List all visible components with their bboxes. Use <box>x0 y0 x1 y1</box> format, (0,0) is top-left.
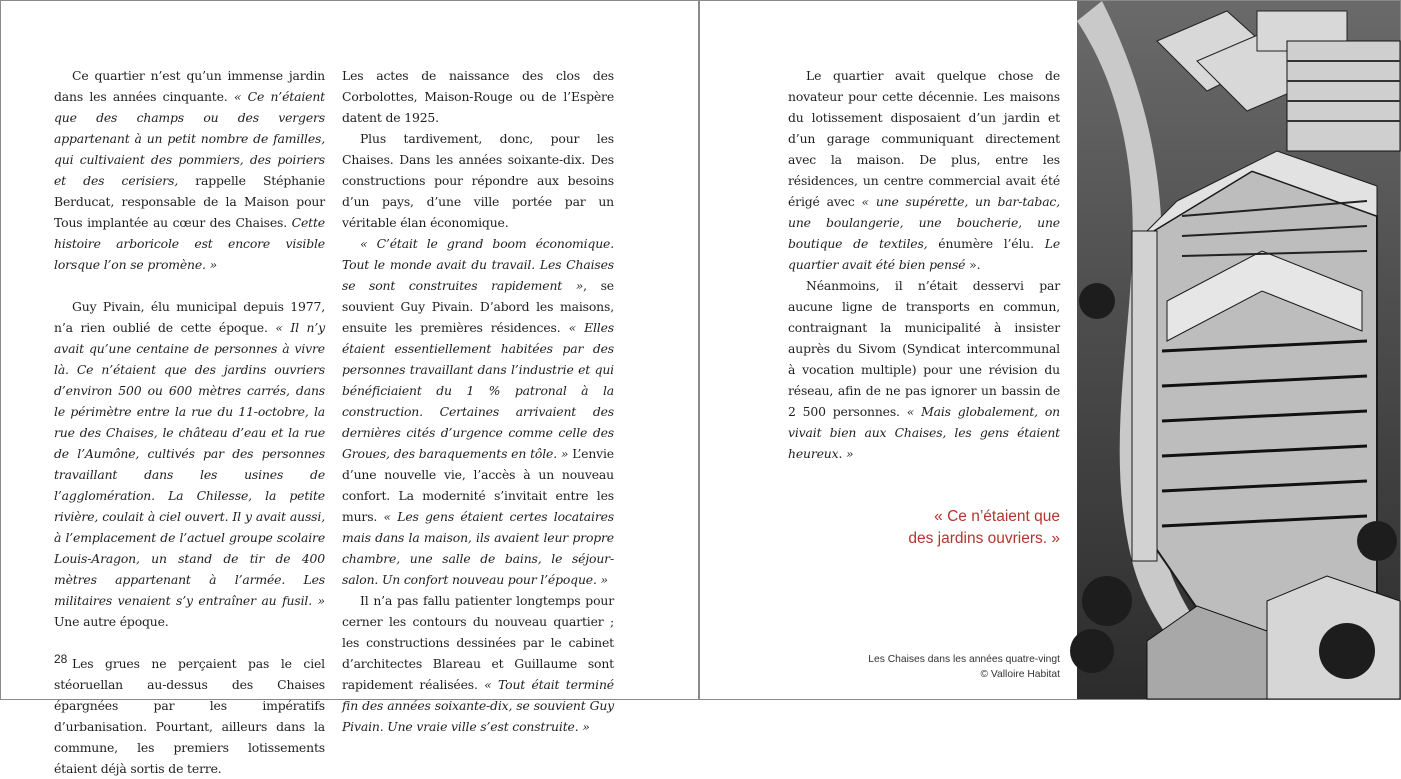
aerial-photo <box>1077 1 1400 699</box>
caption-credit: © Valloire Habitat <box>980 669 1060 680</box>
text-column-2: Les actes de naissance des clos des Corbolottes, Maison-Rouge ou de l’Espère datent de 1925. Plus tardivement, donc, pour les Chaises. Dans les années soixante-dix. Des constructions pour répondre aux besoins d’un pays, d’une ville portée par un véritable élan économique. « C’était le grand boom économique. Tout le monde avait du travail. Les Chaises se sont construites rapidement », se souvient Guy Pivain. D’abord les maisons, ensuite les premières résidences. « Elles étaient essentiellement habitées par des personnes travaillant dans l’industrie et qui bénéficiaient du 1 % patronal à la construction. Certaines arrivaient des dernières cités d’urgence comme celle des Groues, des baraquements en tôle. » L’envie d’une nouvelle vie, l’accès à un nouveau confort. La modernité s’invitait entre les murs. « Les gens étaient certes locataires mais dans la maison, ils avaient leur propre chambre, une salle de bains, le séjour-salon. Un confort nouveau pour l’époque. » Il n’a pas fallu patienter longtemps pour cerner les contours du nouveau quartier ; les constructions dessinées par le cabinet d’architectes Blareau et Guillaume sont rapidement réalisées. « Tout était terminé fin des années soixante-dix, se souvient Guy Pivain. Une vraie ville s’est construite. » <box>342 68 614 734</box>
right-page <box>699 0 1401 700</box>
left-page <box>0 0 699 776</box>
text-column-3: Le quartier avait quelque chose de novateur pour cette décennie. Les maisons du lotissement disposaient d’un jardin et d’un garage communiquant directement avec la maison. De plus, entre les résidences, un centre commercial avait été érigé avec « une supérette, un bar-tabac, une boulangerie, une boucherie, une boutique de textiles, énumère l’élu. Le quartier avait été bien pensé ». Néanmoins, il n’était desservi par aucune ligne de transports en commun, contraignant la municipalité à insister auprès du Sivom (Syndicat intercommunal à vocation multiple) pour une révision du réseau, afin de ne pas ignorer un bassin de 2 500 personnes. « Mais globalement, on vivait bien aux Chaises, les gens étaient heureux. » <box>788 68 1061 461</box>
pull-quote-line-2: des jardins ouvriers. » <box>908 530 1060 547</box>
pull-quote <box>800 506 1060 550</box>
caption-title: Les Chaises dans les années quatre-vingt <box>868 654 1060 665</box>
pull-quote-line-1: « Ce n’étaient que <box>934 508 1060 525</box>
page-number: 28 <box>54 652 68 666</box>
text-column-1: Ce quartier n’est qu’un immense jardin dans les années cinquante. « Ce n’étaient que des champs ou des vergers appartenant à un petit nombre de familles, qui cultivaient des pommiers, des poiriers et des cerisiers, rappelle Stéphanie Berducat, responsable de la Maison pour Tous implantée au cœur des Chaises. Cette histoire arboricole est encore visible lorsque l’on se promène. » Guy Pivain, élu municipal depuis 1977, n’a rien oublié de cette époque. « Il n’y avait qu’une centaine de personnes à vivre là. Ce n’étaient que des jardins ouvriers d’environ 500 ou 600 mètres carrés, dans le périmètre entre la rue du 11-octobre, la rue des Chaises, le château d’eau et la rue de l’Aumône, cultivés par des personnes travaillant dans les usines de l’agglomération. La Chilesse, la petite rivière, coulait à ciel ouvert. Il y avait aussi, à l’emplacement de l’actuel groupe scolaire Louis-Aragon, un stand de tir de 400 mètres appartenant à l’armée. Les militaires venaient s’y entraîner au fusil. » Une autre époque. Les grues ne perçaient pas le ciel stéoruellan au-dessus des Chaises épargnées par les impératifs d’urbanisation. Pourtant, ailleurs dans la commune, les premiers lotissements étaient déjà sortis de terre. <box>54 68 325 776</box>
photo-caption <box>780 652 1060 682</box>
